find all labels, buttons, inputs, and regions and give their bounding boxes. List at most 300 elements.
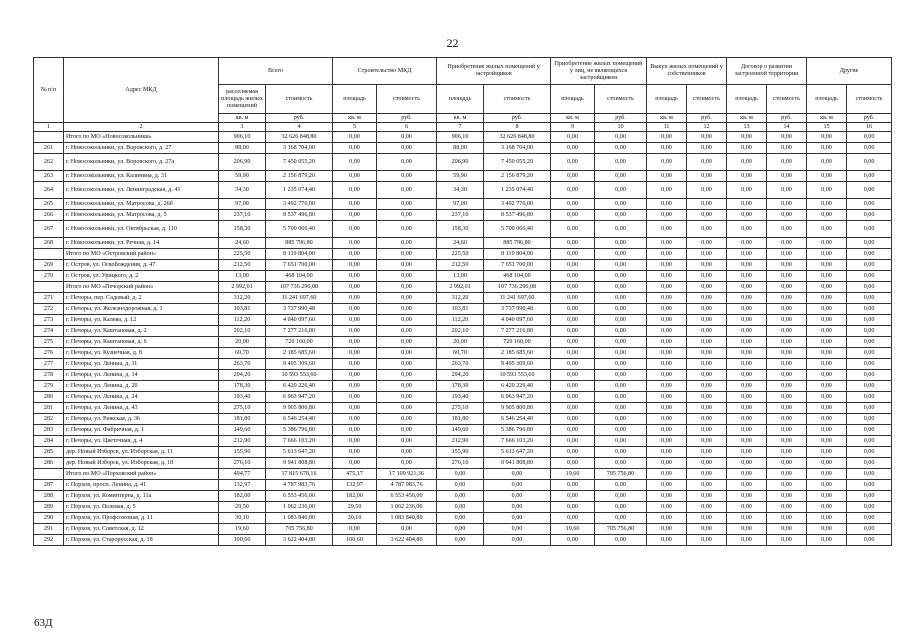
cell-cost: 0,00 bbox=[595, 132, 647, 143]
subtotal-row bbox=[34, 132, 892, 143]
row-address: дер. Новый Изборск, ул. Изборская, д. 11 bbox=[64, 447, 219, 458]
cell-cost: 0,00 bbox=[687, 337, 727, 348]
cell-area: 149,60 bbox=[219, 425, 266, 436]
cell-area: 275,10 bbox=[437, 403, 484, 414]
cell-cost: 0,00 bbox=[847, 221, 892, 238]
cell-cost: 0,00 bbox=[595, 370, 647, 381]
cell-cost: 4 787 983,76 bbox=[377, 480, 437, 491]
cell-area: 0,00 bbox=[333, 210, 377, 221]
cell-area: 13,00 bbox=[437, 271, 484, 282]
cell-cost: 0,00 bbox=[767, 370, 807, 381]
header-row-numbers bbox=[34, 123, 892, 132]
cell-cost: 0,00 bbox=[377, 154, 437, 171]
cell-area: 0,00 bbox=[551, 425, 595, 436]
cell-cost: 0,00 bbox=[484, 524, 551, 535]
cell-area: 97,00 bbox=[437, 199, 484, 210]
cell-cost: 0,00 bbox=[687, 304, 727, 315]
cell-cost: 0,00 bbox=[595, 414, 647, 425]
cell-cost: 0,00 bbox=[767, 502, 807, 513]
cell-area: 0,00 bbox=[647, 513, 687, 524]
cell-area: 132,97 bbox=[333, 480, 377, 491]
cell-area: 0,00 bbox=[551, 359, 595, 370]
cell-area: 0,00 bbox=[727, 381, 767, 392]
cell-cost: 0,00 bbox=[847, 414, 892, 425]
cell-cost: 0,00 bbox=[767, 414, 807, 425]
row-address: г. Порхов, ул. Профсоюзная, д. 11 bbox=[64, 513, 219, 524]
cell-cost: 468 104,00 bbox=[484, 271, 551, 282]
cell-cost: 0,00 bbox=[595, 249, 647, 260]
cell-area: 237,10 bbox=[219, 210, 266, 221]
table-row bbox=[34, 348, 892, 359]
row-number: 275 bbox=[34, 337, 64, 348]
cell-area: 178,30 bbox=[437, 381, 484, 392]
cell-cost: 7 450 055,20 bbox=[484, 154, 551, 171]
cell-area: 0,00 bbox=[727, 414, 767, 425]
cell-cost: 705 756,80 bbox=[266, 524, 333, 535]
header-col-number: 8 bbox=[484, 123, 551, 132]
header-group-buyout: Выкуп жилых помещений у собственников bbox=[647, 58, 727, 85]
cell-cost: 0,00 bbox=[847, 199, 892, 210]
row-number: 292 bbox=[34, 535, 64, 546]
cell-area: 0,00 bbox=[647, 535, 687, 546]
cell-cost: 0,00 bbox=[595, 359, 647, 370]
cell-area: 0,00 bbox=[647, 304, 687, 315]
cell-area: 0,00 bbox=[807, 221, 847, 238]
cell-area: 475,17 bbox=[333, 469, 377, 480]
header-address: Адрес МКД bbox=[64, 58, 219, 123]
row-number: 265 bbox=[34, 199, 64, 210]
cell-area: 100,60 bbox=[219, 535, 266, 546]
cell-area: 19,60 bbox=[551, 469, 595, 480]
cell-cost: 0,00 bbox=[687, 524, 727, 535]
cell-area: 0,00 bbox=[647, 348, 687, 359]
row-number: 287 bbox=[34, 480, 64, 491]
cell-area: 0,00 bbox=[727, 326, 767, 337]
cell-area: 0,00 bbox=[333, 403, 377, 414]
row-number bbox=[34, 132, 64, 143]
cell-cost: 0,00 bbox=[595, 337, 647, 348]
row-address: г. Новосокольники, ул. Матросова, д. 5 bbox=[64, 210, 219, 221]
cell-cost: 9 941 808,80 bbox=[484, 458, 551, 469]
cell-cost: 0,00 bbox=[767, 154, 807, 171]
cell-cost: 6 963 947,20 bbox=[266, 392, 333, 403]
row-address: г. Порхов, ул. Советская, д. 12 bbox=[64, 524, 219, 535]
row-address: г. Печоры, ул. Фабричная, д. 1 bbox=[64, 425, 219, 436]
cell-cost: 0,00 bbox=[687, 513, 727, 524]
cell-area: 0,00 bbox=[551, 348, 595, 359]
cell-area: 0,00 bbox=[551, 436, 595, 447]
cell-cost: 0,00 bbox=[687, 154, 727, 171]
cell-area: 275,10 bbox=[219, 403, 266, 414]
cell-area: 0,00 bbox=[551, 132, 595, 143]
cell-cost: 0,00 bbox=[687, 381, 727, 392]
footer-mark: 63Д bbox=[34, 617, 53, 629]
row-address: г. Новосокольники, ул. Речная, д. 14 bbox=[64, 238, 219, 249]
cell-area: 0,00 bbox=[807, 447, 847, 458]
header-sub-area: площадь bbox=[333, 85, 377, 114]
cell-area: 494,77 bbox=[219, 469, 266, 480]
cell-cost: 0,00 bbox=[847, 182, 892, 199]
table-row bbox=[34, 370, 892, 381]
table-row bbox=[34, 171, 892, 182]
cell-cost: 885 796,80 bbox=[266, 238, 333, 249]
cell-cost: 0,00 bbox=[377, 458, 437, 469]
cell-cost: 7 666 103,20 bbox=[266, 436, 333, 447]
cell-cost: 0,00 bbox=[377, 524, 437, 535]
cell-area: 193,40 bbox=[219, 392, 266, 403]
cell-cost: 0,00 bbox=[767, 199, 807, 210]
cell-cost: 0,00 bbox=[377, 425, 437, 436]
table-row bbox=[34, 238, 892, 249]
cell-cost: 0,00 bbox=[687, 199, 727, 210]
table-row bbox=[34, 182, 892, 199]
cell-cost: 0,00 bbox=[767, 524, 807, 535]
cell-area: 0,00 bbox=[437, 513, 484, 524]
cell-area: 0,00 bbox=[333, 260, 377, 271]
row-number: 270 bbox=[34, 271, 64, 282]
header-col-number: 7 bbox=[437, 123, 484, 132]
cell-cost: 0,00 bbox=[767, 249, 807, 260]
table-row bbox=[34, 359, 892, 370]
table-row bbox=[34, 502, 892, 513]
cell-cost: 0,00 bbox=[595, 304, 647, 315]
cell-cost: 0,00 bbox=[377, 326, 437, 337]
cell-area: 0,00 bbox=[647, 132, 687, 143]
header-unit-area: кв. м bbox=[437, 114, 484, 123]
cell-area: 212,50 bbox=[219, 260, 266, 271]
header-unit-cost: руб. bbox=[377, 114, 437, 123]
cell-area: 0,00 bbox=[727, 469, 767, 480]
cell-area: 0,00 bbox=[333, 171, 377, 182]
cell-area: 0,00 bbox=[333, 271, 377, 282]
cell-area: 29,50 bbox=[333, 502, 377, 513]
cell-cost: 0,00 bbox=[687, 171, 727, 182]
cell-area: 237,10 bbox=[437, 210, 484, 221]
header-unit-cost: руб. bbox=[484, 114, 551, 123]
cell-cost: 2 156 879,20 bbox=[266, 171, 333, 182]
header-group-construction: Строительство МКД bbox=[333, 58, 437, 85]
cell-area: 0,00 bbox=[807, 392, 847, 403]
cell-area: 0,00 bbox=[807, 249, 847, 260]
cell-cost: 7 666 103,20 bbox=[484, 436, 551, 447]
cell-cost: 0,00 bbox=[595, 403, 647, 414]
cell-cost: 0,00 bbox=[595, 381, 647, 392]
cell-cost: 0,00 bbox=[377, 359, 437, 370]
cell-area: 0,00 bbox=[333, 392, 377, 403]
header-col-number: 12 bbox=[687, 123, 727, 132]
table-row bbox=[34, 414, 892, 425]
cell-area: 0,00 bbox=[727, 271, 767, 282]
cell-area: 59,90 bbox=[437, 171, 484, 182]
cell-cost: 11 241 697,60 bbox=[484, 293, 551, 304]
cell-cost: 0,00 bbox=[767, 315, 807, 326]
table-row bbox=[34, 271, 892, 282]
cell-cost: 0,00 bbox=[767, 491, 807, 502]
cell-cost: 0,00 bbox=[377, 315, 437, 326]
cell-cost: 0,00 bbox=[847, 458, 892, 469]
cell-cost: 0,00 bbox=[595, 502, 647, 513]
row-address: г. Печоры, ул. Цветочная, д. 4 bbox=[64, 436, 219, 447]
cell-area: 100,60 bbox=[333, 535, 377, 546]
cell-cost: 0,00 bbox=[377, 199, 437, 210]
cell-cost: 0,00 bbox=[377, 381, 437, 392]
cell-cost: 0,00 bbox=[377, 249, 437, 260]
cell-cost: 4 040 097,60 bbox=[266, 315, 333, 326]
cell-cost: 0,00 bbox=[687, 414, 727, 425]
cell-area: 0,00 bbox=[551, 513, 595, 524]
cell-cost: 9 495 309,60 bbox=[484, 359, 551, 370]
cell-area: 0,00 bbox=[551, 271, 595, 282]
cell-area: 103,81 bbox=[219, 304, 266, 315]
cell-cost: 0,00 bbox=[377, 282, 437, 293]
cell-area: 0,00 bbox=[551, 337, 595, 348]
cell-area: 0,00 bbox=[333, 381, 377, 392]
cell-cost: 0,00 bbox=[377, 143, 437, 154]
table-row bbox=[34, 260, 892, 271]
cell-area: 0,00 bbox=[647, 199, 687, 210]
cell-cost: 0,00 bbox=[847, 143, 892, 154]
cell-area: 0,00 bbox=[647, 182, 687, 199]
cell-area: 0,00 bbox=[807, 436, 847, 447]
cell-cost: 0,00 bbox=[595, 458, 647, 469]
row-address: Итого по МО «Печорский район» bbox=[64, 282, 219, 293]
cell-area: 0,00 bbox=[647, 381, 687, 392]
row-address: дер. Новый Изборск, ул. Изборская, д. 18 bbox=[64, 458, 219, 469]
cell-cost: 1 235 074,40 bbox=[266, 182, 333, 199]
cell-area: 0,00 bbox=[807, 199, 847, 210]
cell-area: 34,30 bbox=[219, 182, 266, 199]
cell-cost: 0,00 bbox=[595, 199, 647, 210]
cell-area: 0,00 bbox=[647, 143, 687, 154]
cell-cost: 705 756,80 bbox=[595, 524, 647, 535]
cell-area: 0,00 bbox=[333, 359, 377, 370]
cell-cost: 0,00 bbox=[767, 238, 807, 249]
cell-area: 0,00 bbox=[551, 143, 595, 154]
subtotal-row bbox=[34, 469, 892, 480]
cell-area: 0,00 bbox=[647, 414, 687, 425]
cell-area: 0,00 bbox=[647, 271, 687, 282]
cell-cost: 8 119 804,00 bbox=[484, 249, 551, 260]
cell-area: 0,00 bbox=[333, 337, 377, 348]
cell-area: 0,00 bbox=[807, 154, 847, 171]
cell-cost: 3 168 704,00 bbox=[266, 143, 333, 154]
cell-area: 263,70 bbox=[219, 359, 266, 370]
row-number: 290 bbox=[34, 513, 64, 524]
row-address: г. Печоры, пер. Садовый, д. 2 bbox=[64, 293, 219, 304]
cell-area: 906,10 bbox=[437, 132, 484, 143]
cell-cost: 0,00 bbox=[767, 132, 807, 143]
cell-area: 0,00 bbox=[807, 513, 847, 524]
cell-cost: 885 796,80 bbox=[484, 238, 551, 249]
cell-area: 0,00 bbox=[333, 238, 377, 249]
cell-cost: 0,00 bbox=[687, 403, 727, 414]
cell-area: 0,00 bbox=[647, 315, 687, 326]
cell-area: 0,00 bbox=[727, 513, 767, 524]
subtotal-row bbox=[34, 282, 892, 293]
cell-cost: 0,00 bbox=[847, 513, 892, 524]
subtotal-row bbox=[34, 249, 892, 260]
row-number: 267 bbox=[34, 221, 64, 238]
header-col-number: 10 bbox=[595, 123, 647, 132]
header-col-number: 11 bbox=[647, 123, 687, 132]
header-unit-cost: руб. bbox=[847, 114, 892, 123]
cell-cost: 0,00 bbox=[595, 392, 647, 403]
cell-cost: 0,00 bbox=[595, 154, 647, 171]
header-col-number: 1 bbox=[34, 123, 64, 132]
cell-cost: 8 537 496,80 bbox=[266, 210, 333, 221]
cell-cost: 9 495 309,60 bbox=[266, 359, 333, 370]
cell-cost: 0,00 bbox=[767, 535, 807, 546]
cell-area: 155,90 bbox=[437, 447, 484, 458]
row-number: 277 bbox=[34, 359, 64, 370]
cell-cost: 2 156 879,20 bbox=[484, 171, 551, 182]
cell-cost: 0,00 bbox=[687, 480, 727, 491]
cell-area: 0,00 bbox=[727, 249, 767, 260]
cell-area: 112,20 bbox=[437, 315, 484, 326]
cell-cost: 3 622 404,80 bbox=[266, 535, 333, 546]
header-group-total: Всего bbox=[219, 58, 333, 85]
header-row-groups bbox=[34, 58, 892, 85]
cell-area: 0,00 bbox=[647, 210, 687, 221]
cell-cost: 17 109 921,36 bbox=[377, 469, 437, 480]
cell-area: 0,00 bbox=[333, 326, 377, 337]
cell-cost: 0,00 bbox=[847, 210, 892, 221]
cell-cost: 7 651 700,00 bbox=[484, 260, 551, 271]
cell-area: 0,00 bbox=[727, 458, 767, 469]
cell-area: 0,00 bbox=[647, 260, 687, 271]
cell-cost: 6 420 226,40 bbox=[484, 381, 551, 392]
cell-cost: 0,00 bbox=[687, 447, 727, 458]
cell-area: 0,00 bbox=[807, 132, 847, 143]
cell-area: 0,00 bbox=[727, 199, 767, 210]
cell-area: 0,00 bbox=[551, 480, 595, 491]
row-number: 291 bbox=[34, 524, 64, 535]
cell-area: 60,70 bbox=[437, 348, 484, 359]
header-sub-cost: стоимость bbox=[377, 85, 437, 114]
cell-area: 225,50 bbox=[437, 249, 484, 260]
cell-cost: 1 062 236,00 bbox=[266, 502, 333, 513]
cell-area: 0,00 bbox=[727, 293, 767, 304]
cell-cost: 0,00 bbox=[847, 425, 892, 436]
header-sub-cost: стоимость bbox=[266, 85, 333, 114]
cell-area: 0,00 bbox=[437, 491, 484, 502]
cell-area: 181,80 bbox=[437, 414, 484, 425]
cell-area: 312,20 bbox=[437, 293, 484, 304]
cell-cost: 0,00 bbox=[377, 447, 437, 458]
cell-area: 0,00 bbox=[333, 249, 377, 260]
row-address: Итого по МО «Островский район» bbox=[64, 249, 219, 260]
cell-cost: 0,00 bbox=[595, 171, 647, 182]
row-number bbox=[34, 469, 64, 480]
cell-area: 206,90 bbox=[437, 154, 484, 171]
cell-area: 0,00 bbox=[807, 359, 847, 370]
cell-cost: 0,00 bbox=[847, 154, 892, 171]
cell-area: 276,10 bbox=[219, 458, 266, 469]
cell-area: 0,00 bbox=[333, 348, 377, 359]
cell-area: 0,00 bbox=[727, 315, 767, 326]
cell-area: 19,60 bbox=[219, 524, 266, 535]
cell-cost: 0,00 bbox=[377, 348, 437, 359]
cell-area: 0,00 bbox=[647, 370, 687, 381]
cell-cost: 0,00 bbox=[847, 370, 892, 381]
cell-area: 0,00 bbox=[647, 282, 687, 293]
cell-cost: 0,00 bbox=[687, 469, 727, 480]
row-number bbox=[34, 249, 64, 260]
cell-cost: 3 492 776,00 bbox=[484, 199, 551, 210]
cell-cost: 0,00 bbox=[767, 182, 807, 199]
cell-area: 0,00 bbox=[807, 425, 847, 436]
cell-area: 0,00 bbox=[647, 337, 687, 348]
cell-cost: 0,00 bbox=[595, 326, 647, 337]
row-address: г. Печоры, ул. Каштановая, д. 6 bbox=[64, 337, 219, 348]
table-row bbox=[34, 447, 892, 458]
cell-cost: 0,00 bbox=[847, 282, 892, 293]
cell-area: 0,00 bbox=[727, 403, 767, 414]
header-col-number: 5 bbox=[333, 123, 377, 132]
cell-cost: 0,00 bbox=[767, 143, 807, 154]
cell-cost: 0,00 bbox=[687, 271, 727, 282]
cell-area: 0,00 bbox=[647, 436, 687, 447]
cell-cost: 7 450 055,20 bbox=[266, 154, 333, 171]
cell-cost: 0,00 bbox=[595, 210, 647, 221]
cell-area: 0,00 bbox=[333, 458, 377, 469]
cell-area: 0,00 bbox=[727, 182, 767, 199]
cell-area: 0,00 bbox=[333, 315, 377, 326]
cell-area: 0,00 bbox=[551, 199, 595, 210]
cell-cost: 0,00 bbox=[847, 260, 892, 271]
header-group-developers: Приобретение жилых помещений у застройщиков bbox=[437, 58, 551, 85]
header-sub-area: площадь bbox=[437, 85, 484, 114]
row-address: г. Печоры, ул. Железнодорожная, д. 1 bbox=[64, 304, 219, 315]
row-number: 282 bbox=[34, 414, 64, 425]
cell-area: 0,00 bbox=[807, 348, 847, 359]
cell-cost: 0,00 bbox=[595, 182, 647, 199]
table-row bbox=[34, 381, 892, 392]
cell-area: 0,00 bbox=[727, 210, 767, 221]
cell-area: 0,00 bbox=[551, 381, 595, 392]
cell-cost: 0,00 bbox=[687, 535, 727, 546]
cell-cost: 0,00 bbox=[595, 480, 647, 491]
cell-cost: 0,00 bbox=[687, 260, 727, 271]
header-sub-area: площадь bbox=[551, 85, 595, 114]
cell-cost: 0,00 bbox=[687, 348, 727, 359]
cell-cost: 720 160,00 bbox=[484, 337, 551, 348]
cell-area: 20,00 bbox=[437, 337, 484, 348]
cell-cost: 0,00 bbox=[767, 171, 807, 182]
cell-cost: 705 756,80 bbox=[595, 469, 647, 480]
cell-cost: 0,00 bbox=[847, 249, 892, 260]
cell-cost: 720 160,00 bbox=[266, 337, 333, 348]
cell-area: 0,00 bbox=[551, 238, 595, 249]
cell-area: 0,00 bbox=[647, 154, 687, 171]
cell-cost: 0,00 bbox=[377, 293, 437, 304]
cell-area: 0,00 bbox=[333, 370, 377, 381]
cell-cost: 0,00 bbox=[377, 392, 437, 403]
cell-area: 0,00 bbox=[807, 238, 847, 249]
cell-area: 0,00 bbox=[333, 436, 377, 447]
cell-cost: 0,00 bbox=[595, 293, 647, 304]
cell-area: 60,70 bbox=[219, 348, 266, 359]
table-row bbox=[34, 425, 892, 436]
cell-cost: 0,00 bbox=[767, 425, 807, 436]
cell-cost: 468 104,00 bbox=[266, 271, 333, 282]
table-row bbox=[34, 491, 892, 502]
table-row bbox=[34, 315, 892, 326]
cell-area: 0,00 bbox=[551, 154, 595, 171]
cell-area: 0,00 bbox=[807, 282, 847, 293]
cell-area: 0,00 bbox=[727, 491, 767, 502]
cell-cost: 0,00 bbox=[687, 182, 727, 199]
